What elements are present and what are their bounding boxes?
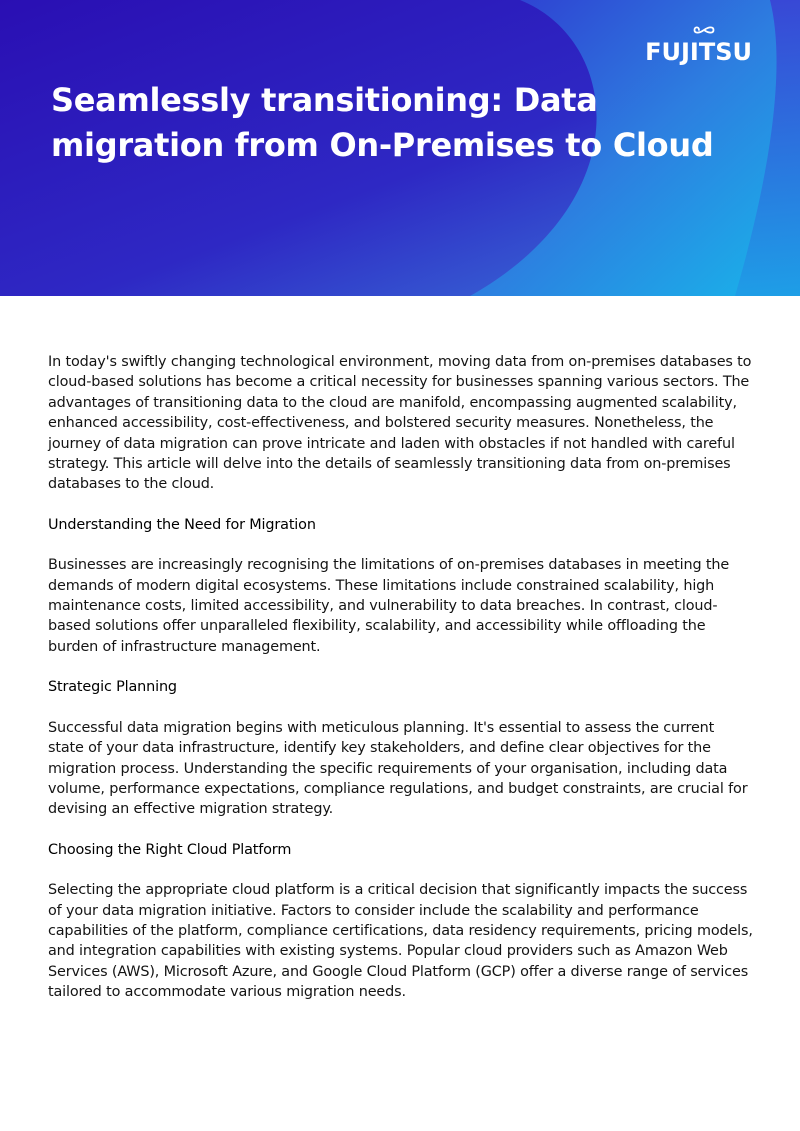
- section-heading-cloud-platform: Choosing the Right Cloud Platform: [48, 841, 292, 858]
- page-title: Seamlessly transitioning: Data migration from On-Premises to Cloud: [51, 81, 714, 164]
- fujitsu-infinity-icon: [693, 24, 715, 36]
- section-body-need-for-migration: Businesses are increasingly recognising the limitations of on-premises databases in meeting the demands of modern digital ecosystems. These limitations include constrained scalability, high maintenance costs, limited accessibility, and vulnerability to data breaches. In contrast, cloud-based solutions offer unparalleled flexibility, scalability, and accessibility while offloading the burden of infrastructure management.: [48, 557, 730, 655]
- section-heading-need-for-migration: Understanding the Need for Migration: [48, 516, 316, 533]
- article-body: [48, 352, 754, 1003]
- fujitsu-logo: [645, 40, 752, 64]
- brand-wordmark: FUJITSU: [645, 38, 752, 66]
- section-body-cloud-platform: Selecting the appropriate cloud platform is a critical decision that significantly impacts the success of your data migration initiative. Factors to consider include the scalability and performance capabilities of the platform, compliance certifications, data residency requirements, pricing models, and integration capabilities with existing systems. Popular cloud providers such as Amazon Web Services (AWS), Microsoft Azure, and Google Cloud Platform (GCP) offer a diverse range of services tailored to accommodate various migration needs.: [48, 882, 753, 1001]
- section-heading-strategic-planning: Strategic Planning: [48, 679, 177, 696]
- hero-banner: [0, 0, 800, 296]
- section-body-strategic-planning: Successful data migration begins with meticulous planning. It's essential to assess the current state of your data infrastructure, identify key stakeholders, and define clear objectives for the migration process. Understanding the specific requirements of your organisation, including data volume, performance expectations, compliance regulations, and budget constraints, are crucial for devising an effective migration strategy.: [48, 719, 748, 818]
- intro-paragraph: In today's swiftly changing technological environment, moving data from on-premises databases to cloud-based solutions has become a critical necessity for businesses spanning various sectors. The advantages of transitioning data to the cloud are manifold, encompassing augmented scalability, enhanced accessibility, cost-effectiveness, and bolstered security measures. Nonetheless, the journey of data migration can prove intricate and laden with obstacles if not handled with careful strategy. This article will delve into the details of seamlessly transitioning data from on-premises databases to the cloud.: [48, 354, 752, 493]
